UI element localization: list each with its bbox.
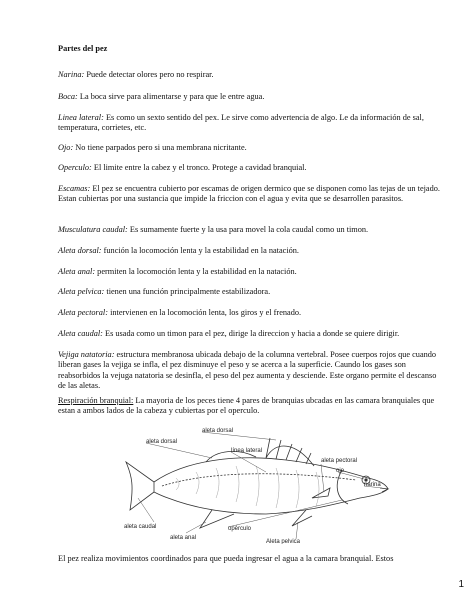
paragraph-escamas — [58, 184, 446, 205]
paragraph-narina — [58, 70, 446, 80]
definition: función la locomoción lenta y la estabilidad en la natación. — [101, 246, 300, 255]
mouth-shape — [380, 488, 388, 492]
label-narina: narina — [364, 482, 381, 488]
definition: Es usada como un timon para el pez, dirige la direccion y hacia a donde se quiere dirigir. — [102, 329, 400, 338]
page-number: 1 — [458, 579, 464, 590]
term: Narina: — [58, 70, 85, 79]
term: Musculatura caudal: — [58, 225, 128, 234]
definition: tienen una función principalmente estabilizadora. — [104, 287, 271, 296]
paragraph-operculo — [58, 163, 446, 173]
label-linea-lateral: línea lateral — [231, 448, 263, 454]
paragraph-aleta-pectoral — [58, 308, 446, 318]
term: Operculo: — [58, 163, 92, 172]
label-aleta-anal: aleta anal — [170, 535, 197, 541]
definition: El limite entre la cabez y el tronco. Protege a cavidad branquial. — [91, 163, 307, 172]
term: Boca: — [58, 92, 78, 101]
definition: Puede detectar olores pero no respirar. — [84, 70, 214, 79]
scale-pattern — [176, 466, 319, 508]
caudal-fin-shape — [126, 462, 154, 510]
term: Aleta caudal: — [58, 329, 103, 338]
label-aleta-pelvica: Aleta pelvica — [266, 539, 301, 544]
term: Aleta anal: — [58, 267, 96, 276]
paragraph-musculatura-caudal — [58, 225, 446, 235]
definition: permiten la locomoción lenta y la estabilidad en la natación. — [95, 267, 297, 276]
term: Aleta pectoral: — [58, 308, 108, 317]
label-aleta-pectoral: aleta pectoral — [321, 458, 358, 464]
definition: La boca sirve para alimentarse y para que le entre agua. — [77, 92, 265, 101]
dorsal-fin-spiny — [266, 438, 314, 466]
definition: El pez se encuentra cubierto por escamas de origen dermico que se disponen como las tejas de un tejado. Estan cubiertas por una sustancia que impide la friccion con el agua y evita que se desarrollen parasitos. — [58, 184, 440, 204]
definition: estructura membranosa ubicada debajo de la columna vertebral. Posee cuerpos rojos que cuando liberan gases la vejiga se infla, el pez disminuye el peso y se acerca a la superficie. Caundo los gases son reabsorbidos la vejuga natatoria se desinfla, el peso del pez aumenta y desciende. Este organo permite el descanso de las aletas. — [58, 350, 437, 390]
paragraph-respiracion-branquial — [58, 396, 446, 417]
paragraph-aleta-anal — [58, 267, 446, 277]
closing-paragraph: El pez realiza movimientos coordinados para que pueda ingresar el agua a la camara branquial. Estos — [58, 554, 394, 563]
term: Aleta dorsal: — [58, 246, 102, 255]
definition: Es como un sexto sentido del pex. Le sirve como advertencia de algo. Le da información de sal, temperatura, corrietes, etc. — [58, 113, 424, 133]
fish-anatomy-diagram — [116, 426, 416, 544]
paragraph-boca — [58, 92, 446, 102]
page-title: Partes del pez — [58, 44, 108, 53]
term: Escamas: — [58, 184, 91, 193]
term: Respiración branquial: — [58, 396, 134, 405]
paragraph-aleta-caudal — [58, 329, 446, 339]
definition: No tiene parpados pero si una membrana nicritante. — [73, 143, 247, 152]
term: Vejiga natatoria: — [58, 350, 115, 359]
label-aleta-dorsal-2: aleta dorsal — [202, 428, 234, 434]
operculum-shape — [337, 470, 348, 504]
label-aleta-dorsal-1: aleta dorsal — [146, 439, 178, 445]
label-operculo: opérculo — [228, 526, 252, 532]
paragraph-vejiga-natatoria — [58, 350, 446, 391]
paragraph-aleta-pelvica — [58, 287, 446, 297]
definition: intervienen en la locomoción lenta, los giros y el frenado. — [108, 308, 302, 317]
term: Aleta pelvica: — [58, 287, 105, 296]
pectoral-fin-shape — [312, 488, 330, 498]
paragraph-aleta-dorsal — [58, 246, 446, 256]
pelvic-fin-shape — [292, 510, 312, 526]
label-ojo: ojo — [336, 468, 345, 474]
definition: La mayoria de los peces tiene 4 pares de branquias ubcadas en las camara branquiales que estan a ambos lados de la cabeza y cubiertas por el operculo. — [58, 396, 435, 416]
definition: Es sumamente fuerte y la usa para movel la cola caudal como un timon. — [127, 225, 369, 234]
term: Ojo: — [58, 143, 74, 152]
paragraph-ojo — [58, 143, 446, 153]
label-aleta-caudal: aleta caudal — [124, 524, 157, 530]
fish-body — [154, 458, 388, 514]
term: Linea lateral: — [58, 113, 104, 122]
paragraph-linea-lateral — [58, 113, 446, 134]
